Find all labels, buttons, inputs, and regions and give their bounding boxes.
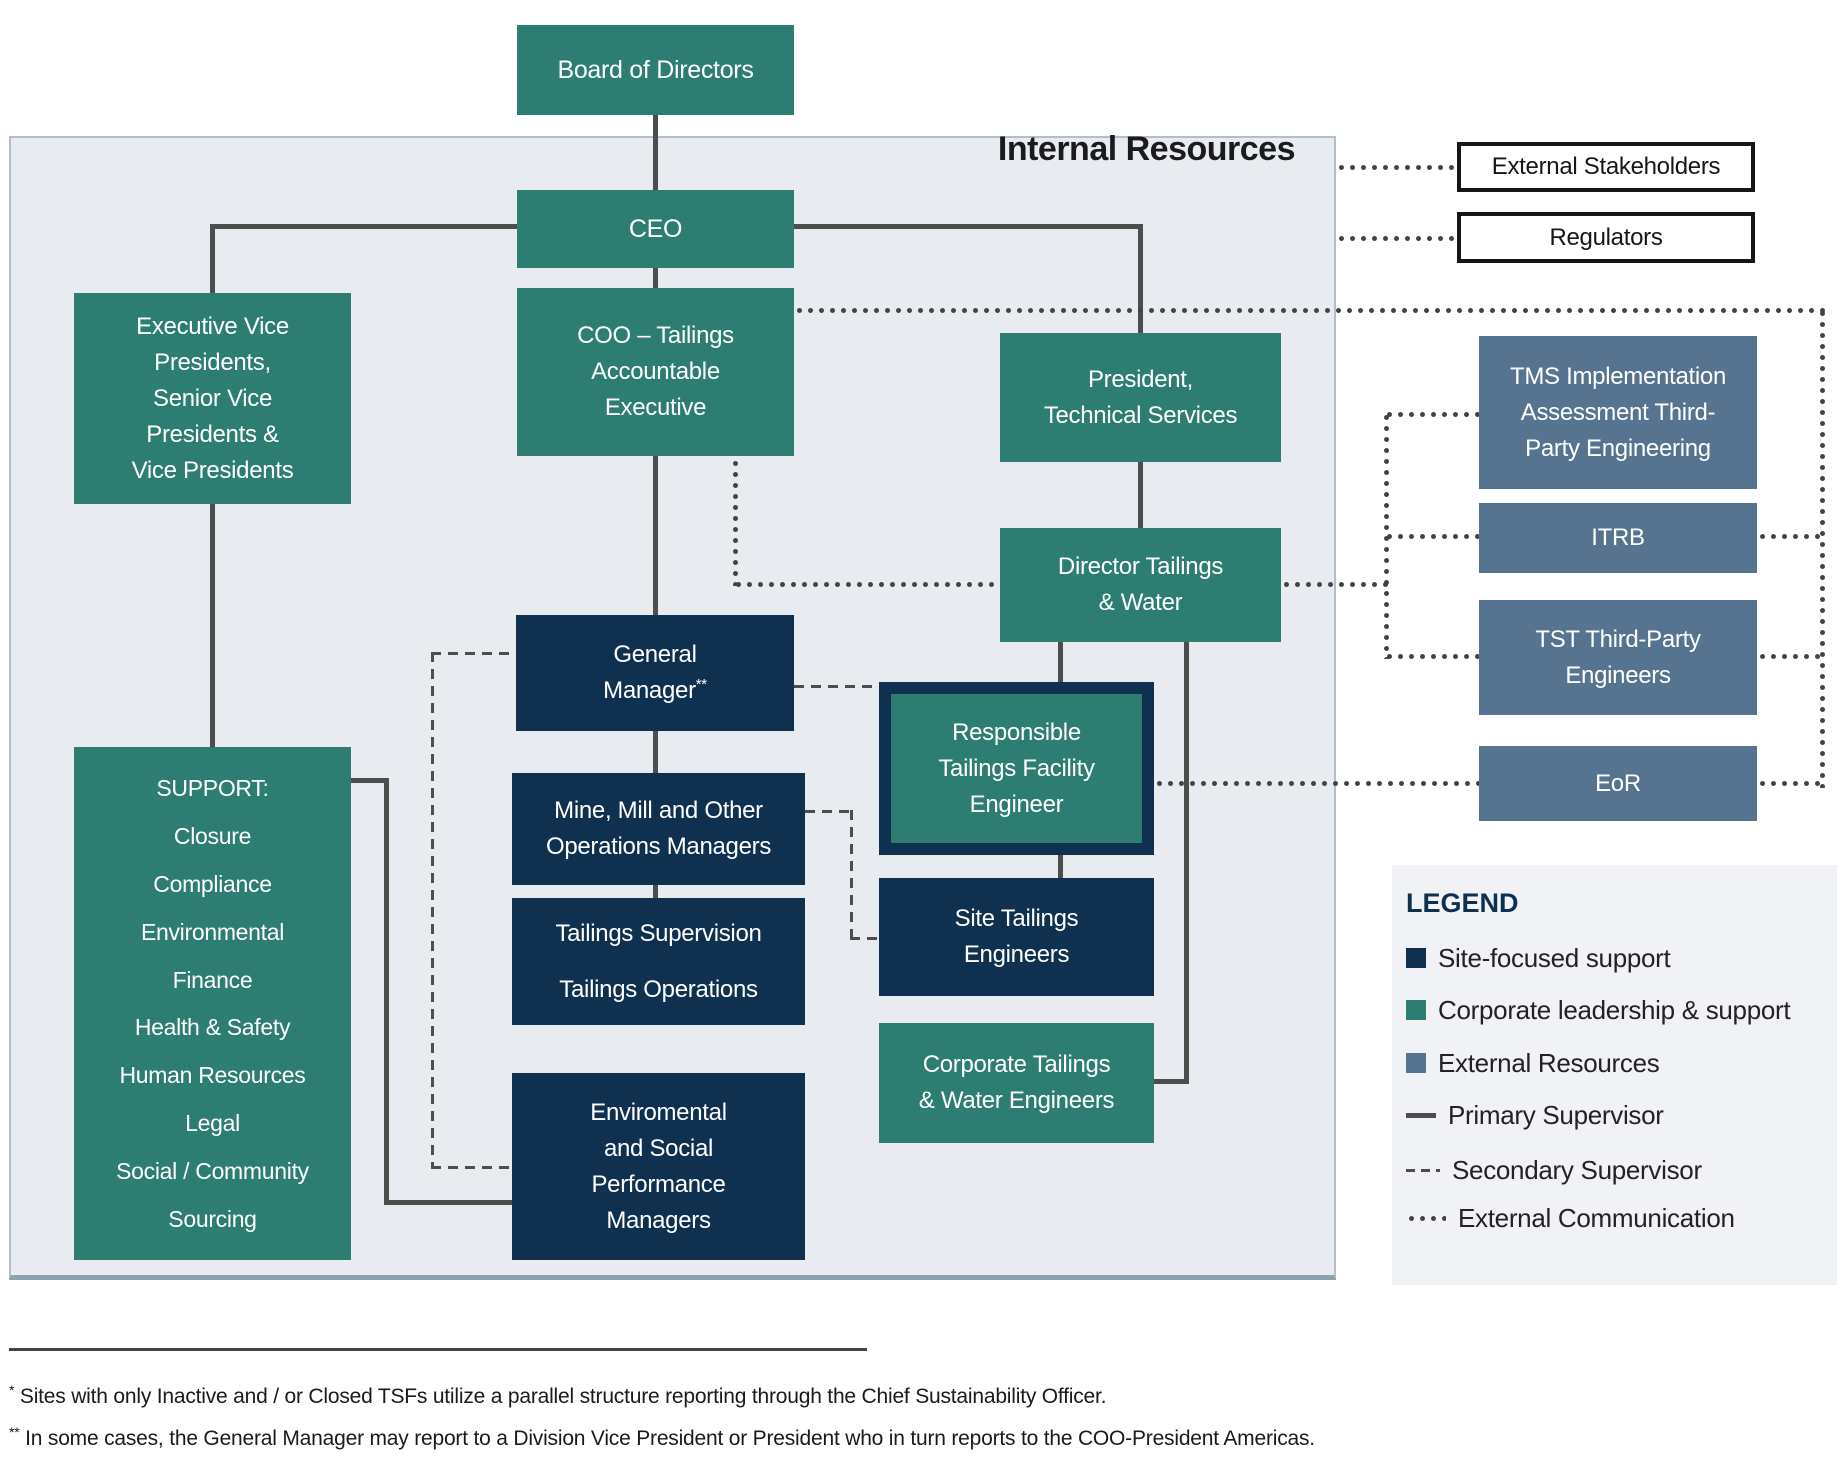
label: General bbox=[613, 641, 697, 668]
connector-board-ceo bbox=[653, 113, 658, 192]
dotted-coo-director-h bbox=[733, 582, 1002, 587]
box-responsible-tailings-facility-engineer bbox=[879, 682, 1154, 855]
dotted-mid-itrb bbox=[1384, 534, 1479, 539]
label: Presidents, bbox=[154, 348, 271, 376]
label: Executive bbox=[604, 394, 707, 421]
label: Tailings Operations bbox=[559, 975, 758, 1003]
box-tst-third-party-engineers bbox=[1479, 600, 1757, 715]
label: Vice Presidents bbox=[131, 456, 294, 484]
box-mine-mill-operations-managers bbox=[512, 773, 805, 885]
slate-square-icon bbox=[1406, 1053, 1426, 1073]
legend-title: LEGEND bbox=[1406, 888, 1519, 918]
support-item: Social / Community bbox=[116, 1158, 309, 1185]
dotted-coo-director-v bbox=[733, 458, 738, 586]
connector-ceo-president-v bbox=[1138, 224, 1143, 335]
legend-item-external-communication bbox=[1406, 1203, 1735, 1233]
box-regulators bbox=[1457, 212, 1755, 263]
label: Managers bbox=[606, 1206, 711, 1234]
box-environmental-social-performance-managers bbox=[512, 1073, 805, 1260]
support-item: Human Resources bbox=[119, 1062, 306, 1089]
label: EoR bbox=[1595, 769, 1641, 797]
connector-director-corporate-v bbox=[1184, 640, 1189, 1084]
dotted-line-icon bbox=[1406, 1216, 1446, 1221]
dotted-mid-tst bbox=[1384, 654, 1479, 659]
footnote-1 bbox=[9, 1382, 1106, 1409]
dashed-minemill-site-h2 bbox=[850, 937, 879, 940]
label: Corporate Tailings bbox=[922, 1051, 1111, 1078]
support-item: Sourcing bbox=[168, 1206, 257, 1233]
label: Presidents & bbox=[146, 420, 279, 448]
box-ceo bbox=[517, 190, 794, 268]
dotted-coo-right-h bbox=[794, 308, 1827, 313]
navy-square-icon bbox=[1406, 948, 1426, 968]
label: Assessment Third- bbox=[1520, 398, 1716, 426]
support-item: Closure bbox=[173, 822, 252, 849]
connector-rtfe-site bbox=[1058, 853, 1063, 880]
legend-item-primary-supervisor bbox=[1406, 1100, 1664, 1130]
connector-gm-minemill bbox=[653, 729, 658, 775]
box-site-tailings-engineers bbox=[879, 878, 1154, 996]
box-tms-third-party-engineering bbox=[1479, 336, 1757, 489]
connector-ceo-evp-h bbox=[210, 224, 517, 229]
footnote-text: In some cases, the General Manager may report to a Division Vice President or President who in turn reports to the COO-President Americas. bbox=[25, 1427, 1315, 1450]
legend-item-label: Primary Supervisor bbox=[1448, 1099, 1664, 1130]
dotted-container-stakeholders bbox=[1336, 165, 1457, 170]
dashed-gm-rtfe bbox=[794, 685, 879, 688]
footnote-marker: ** bbox=[9, 1424, 20, 1440]
connector-ceo-president-h bbox=[794, 224, 1143, 229]
label: Engineers bbox=[963, 941, 1070, 968]
label: ITRB bbox=[1591, 524, 1645, 551]
dashed-minemill-site-h1 bbox=[805, 810, 853, 813]
label: Director Tailings bbox=[1057, 553, 1224, 580]
legend-item-label: Corporate leadership & support bbox=[1438, 994, 1791, 1025]
dotted-tst-right bbox=[1757, 654, 1823, 659]
legend-item-label: External Communication bbox=[1458, 1202, 1735, 1233]
legend-item-secondary-supervisor bbox=[1406, 1155, 1702, 1185]
teal-square-icon bbox=[1406, 1000, 1426, 1020]
support-item: Environmental bbox=[140, 918, 285, 945]
connector-director-rtfe bbox=[1058, 640, 1063, 684]
label: Accountable bbox=[591, 358, 720, 385]
dotted-eor-right bbox=[1757, 781, 1823, 786]
box-president-technical-services bbox=[1000, 333, 1281, 462]
footnote-2 bbox=[9, 1424, 1315, 1451]
label: Operations Managers bbox=[545, 833, 772, 860]
dotted-itrb-right bbox=[1757, 534, 1823, 539]
support-heading: SUPPORT: bbox=[156, 774, 269, 801]
footnote-text: Sites with only Inactive and / or Closed TSFs utilize a parallel structure reporting through the Chief Sustainability Officer. bbox=[19, 1385, 1107, 1408]
label: CEO bbox=[628, 214, 683, 243]
connector-director-corporate-h bbox=[1154, 1079, 1189, 1084]
box-board-of-directors bbox=[517, 25, 794, 115]
label: Senior Vice bbox=[153, 384, 272, 412]
label: Party Engineering bbox=[1525, 434, 1711, 462]
support-item: Finance bbox=[172, 966, 253, 993]
connector-president-director bbox=[1138, 460, 1143, 528]
legend-item-label: Site-focused support bbox=[1438, 942, 1671, 973]
label: Tailings Facility bbox=[938, 754, 1095, 782]
label: Manager** bbox=[603, 676, 707, 704]
label: Executive Vice bbox=[136, 312, 289, 340]
connector-support-envsoc-h2 bbox=[384, 1200, 514, 1205]
support-item: Compliance bbox=[153, 870, 272, 897]
label: TMS Implementation bbox=[1509, 362, 1726, 390]
label: Engineers bbox=[1565, 661, 1671, 689]
label: Technical Services bbox=[1043, 401, 1238, 429]
label: Tailings Supervision bbox=[555, 919, 762, 947]
box-corporate-tailings-water-engineers bbox=[879, 1023, 1154, 1143]
dotted-container-regulators bbox=[1336, 236, 1457, 241]
rtfe-inner-panel bbox=[891, 694, 1142, 843]
box-director-tailings-water bbox=[1000, 528, 1281, 642]
dashed-gm-envsoc-h1 bbox=[431, 652, 516, 655]
label: & Water Engineers bbox=[918, 1087, 1115, 1114]
label: Enviromental bbox=[590, 1098, 727, 1126]
label: Regulators bbox=[1549, 223, 1663, 251]
dashed-gm-envsoc-v bbox=[431, 652, 434, 1169]
connector-ceo-coo bbox=[653, 266, 658, 290]
label: COO – Tailings bbox=[577, 322, 734, 349]
connector-coo-gm bbox=[653, 454, 658, 617]
footnote-marker: * bbox=[9, 1382, 15, 1398]
support-item: Legal bbox=[185, 1110, 240, 1137]
internal-resources-label: Internal Resources bbox=[997, 130, 1295, 168]
dashed-line-icon bbox=[1406, 1169, 1440, 1172]
box-itrb bbox=[1479, 503, 1757, 573]
connector-support-envsoc-v bbox=[384, 778, 389, 1205]
label: & Water bbox=[1098, 589, 1183, 616]
box-executive-vice-presidents bbox=[74, 293, 351, 504]
legend-item-label: Secondary Supervisor bbox=[1452, 1154, 1702, 1185]
label: and Social bbox=[603, 1134, 714, 1162]
dashed-minemill-site-v bbox=[850, 810, 853, 940]
label: Site Tailings bbox=[954, 905, 1079, 932]
label: Board of Directors bbox=[557, 55, 754, 84]
box-general-manager bbox=[516, 615, 794, 731]
connector-evp-support bbox=[210, 502, 215, 749]
legend-item-label: External Resources bbox=[1438, 1047, 1660, 1078]
label: Performance bbox=[591, 1170, 726, 1198]
legend-item-site-focused bbox=[1406, 943, 1670, 973]
box-eor bbox=[1479, 746, 1757, 821]
dotted-right-edge-v bbox=[1820, 308, 1825, 788]
box-tailings-supervision-operations bbox=[512, 898, 805, 1025]
label: President, bbox=[1087, 365, 1194, 393]
legend-item-corporate bbox=[1406, 995, 1790, 1025]
box-coo-tailings-accountable-executive bbox=[517, 288, 794, 456]
connector-ceo-evp-v bbox=[210, 224, 215, 295]
footnote-marker: ** bbox=[695, 676, 707, 693]
label: Mine, Mill and Other bbox=[554, 797, 763, 824]
box-support bbox=[74, 747, 351, 1260]
solid-line-icon bbox=[1406, 1113, 1436, 1118]
support-item: Health & Safety bbox=[134, 1014, 291, 1041]
box-external-stakeholders bbox=[1457, 142, 1755, 192]
dotted-director-mid-h bbox=[1281, 582, 1388, 587]
dotted-mid-tms bbox=[1384, 412, 1479, 417]
label: Responsible bbox=[952, 718, 1081, 746]
dotted-rtfe-eor bbox=[1154, 781, 1479, 786]
dashed-gm-envsoc-h2 bbox=[431, 1166, 512, 1169]
label: Engineer bbox=[969, 790, 1064, 818]
footnote-divider bbox=[9, 1348, 867, 1351]
label: TST Third-Party bbox=[1535, 625, 1701, 653]
label: External Stakeholders bbox=[1491, 153, 1721, 180]
legend-item-external-resources bbox=[1406, 1048, 1659, 1078]
